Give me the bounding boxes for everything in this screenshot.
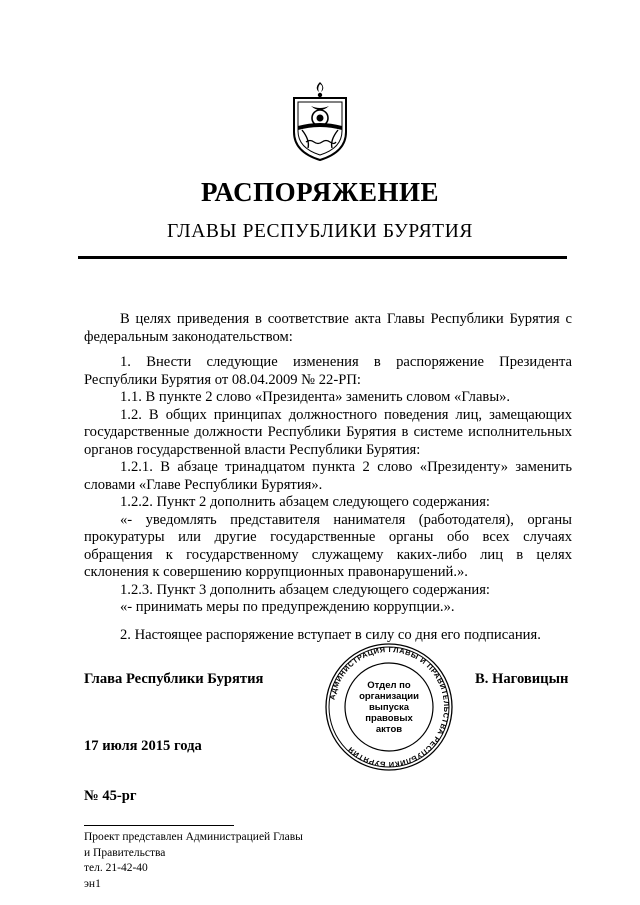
document-date: 17 июля 2015 года [84,738,202,754]
footnote-line: и Правительства [84,846,166,859]
footnote-divider [84,825,234,826]
paragraph: «- уведомлять представителя нанимателя (работодателя), органы прокуратуры или другие государственные органы обо всех случаях обращения к государственному служащему каких-либо лиц в целях склонения к совершению коррупционных правонарушений.». [84,511,572,580]
stamp-line: выпуска [368,702,410,713]
document-subtitle: ГЛАВЫ РЕСПУБЛИКИ БУРЯТИЯ [167,221,473,242]
paragraph: 2. Настоящее распоряжение вступает в силу со дня его подписания. [120,626,541,643]
paragraph: 1. Внести следующие изменения в распоряжение Президента Республики Бурятия от 08.04.2009 № 22-РП: [84,354,572,388]
signatory-name: В. Наговицын [475,671,569,687]
paragraph: 1.2.3. Пункт 3 дополнить абзацем следующего содержания: [120,581,490,598]
official-stamp [316,642,462,772]
stamp-line: Отдел по [367,680,411,691]
paragraph: В целях приведения в соответствие акта Главы Республики Бурятия с федеральным законодательством: [84,311,572,345]
header-divider [78,256,567,259]
paragraph: 1.2. В общих принципах должностного поведения лиц, замещающих государственные должности Республики Бурятия в системе исполнительных органов государственной власти Республики Бурятия: [84,406,572,458]
coat-of-arms-icon [290,80,350,162]
document-number: № 45-рг [84,788,137,804]
footnote-line: Проект представлен Администрацией Главы [84,831,303,843]
document-body [84,311,572,644]
signatory-position: Глава Республики Бурятия [84,671,264,687]
stamp-line: организации [359,691,419,702]
stamp-line: правовых [365,713,413,724]
document-title: РАСПОРЯЖЕНИЕ [200,177,440,207]
paragraph: 1.2.1. В абзаце тринадцатом пункта 2 слово «Президенту» заменить словами «Главе Республики Бурятия». [84,459,572,493]
footnote-line: эн1 [84,877,101,890]
stamp-line: актов [375,724,403,735]
footnote-line: тел. 21-42-40 [84,862,148,874]
paragraph: 1.1. В пункте 2 слово «Президента» заменить словом «Главы». [120,389,511,405]
paragraph: 1.2.2. Пункт 2 дополнить абзацем следующего содержания: [120,494,490,510]
footnote [84,830,303,892]
paragraph: «- принимать меры по предупреждению коррупции.». [120,599,455,615]
stamp-ring-text: АДМИНИСТРАЦИЯ ГЛАВЫ И ПРАВИТЕЛЬСТВА РЕСПУБЛИКИ БУРЯТИЯ [327,644,452,770]
